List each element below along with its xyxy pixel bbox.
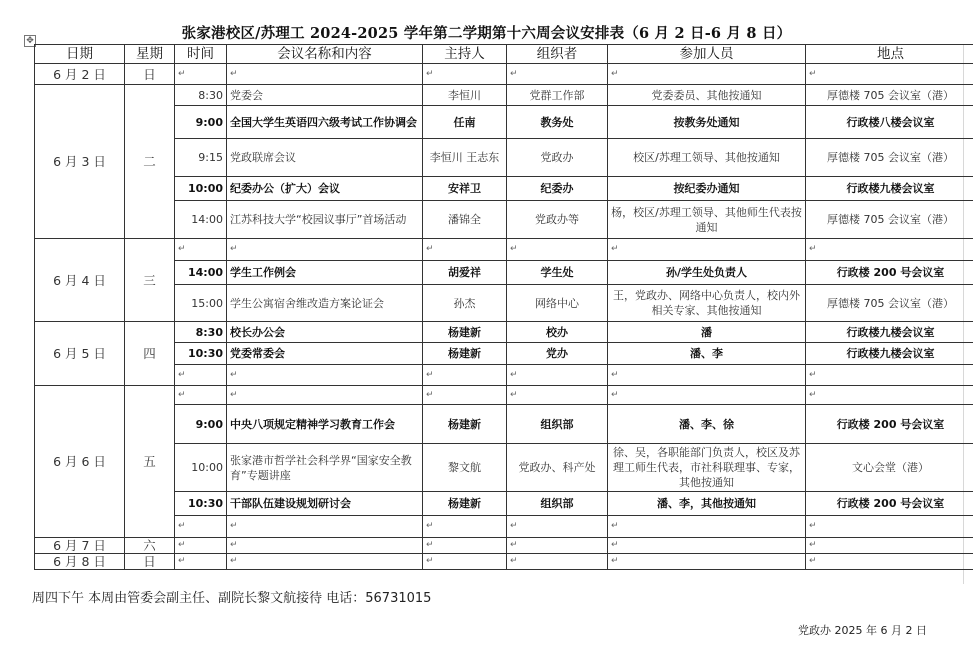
organizer-cell: 组织部 [507,405,608,444]
location-cell: ↵ [806,386,973,405]
host-cell: ↵ [423,554,507,570]
schedule-row [35,554,973,570]
time-cell: 8:30 [175,85,227,106]
attendees-cell: 孙/学生处负责人 [608,261,806,285]
attendees-cell: 党委委员、其他按通知 [608,85,806,106]
location-cell: ↵ [806,516,973,538]
host-cell: 孙杰 [423,285,507,322]
date-cell: 6 月 3 日 [35,85,125,239]
time-cell: ↵ [175,386,227,405]
schedule-row [35,492,973,516]
location-cell: 厚德楼 705 会议室（港） [806,85,973,106]
location-cell: 行政楼九楼会议室 [806,343,973,365]
attendees-cell: ↵ [608,538,806,554]
location-cell: ↵ [806,239,973,261]
time-cell: 9:00 [175,106,227,139]
signature-line: 党政办 2025 年 6 月 2 日 [798,624,927,637]
host-cell: 黎文航 [423,444,507,492]
time-cell: 10:00 [175,444,227,492]
schedule-row [35,139,973,177]
time-cell: ↵ [175,538,227,554]
organizer-cell: 党政办 [507,139,608,177]
host-cell: ↵ [423,538,507,554]
time-cell: 10:00 [175,177,227,201]
host-cell: 潘锦全 [423,201,507,239]
table-move-handle-icon[interactable]: ✥ [24,35,36,47]
document-title: 张家港校区/苏理工 2024-2025 学年第二学期第十六周会议安排表（6 月 2 日-6 月 8 日） [181,25,792,42]
time-cell: ↵ [175,516,227,538]
date-cell: 6 月 5 日 [35,322,125,386]
organizer-cell: ↵ [507,516,608,538]
host-cell: ↵ [423,365,507,386]
host-cell: ↵ [423,239,507,261]
meeting-name-cell: 党委会 [227,85,423,106]
header-meeting-name: 会议名称和内容 [227,45,423,64]
time-cell: 10:30 [175,343,227,365]
meeting-name-cell: 党委常委会 [227,343,423,365]
meeting-name-cell: ↵ [227,64,423,85]
schedule-row [35,106,973,139]
location-cell: ↵ [806,554,973,570]
attendees-cell: 王，党政办、网络中心负责人，校内外相关专家、其他按通知 [608,285,806,322]
header-attendees: 参加人员 [608,45,806,64]
organizer-cell: ↵ [507,365,608,386]
header-location: 地点 [806,45,973,64]
meeting-name-cell: 学生公寓宿舍维改造方案论证会 [227,285,423,322]
meeting-name-cell: ↵ [227,365,423,386]
attendees-cell: 杨，校区/苏理工领导、其他师生代表按通知 [608,201,806,239]
host-cell: 任南 [423,106,507,139]
meeting-name-cell: ↵ [227,386,423,405]
time-cell: 10:30 [175,492,227,516]
schedule-row [35,444,973,492]
attendees-cell: 徐、吴，各职能部门负责人，校区及苏理工师生代表，市社科联理事、专家，其他按通知 [608,444,806,492]
meeting-schedule-table [34,44,973,570]
organizer-cell: ↵ [507,386,608,405]
header-organizer: 组织者 [507,45,608,64]
host-cell: 胡爱祥 [423,261,507,285]
host-cell: ↵ [423,386,507,405]
attendees-cell: 潘 [608,322,806,343]
host-cell: 安祥卫 [423,177,507,201]
weekday-cell: 五 [125,386,175,538]
meeting-name-cell: ↵ [227,239,423,261]
organizer-cell: 组织部 [507,492,608,516]
organizer-cell: 校办 [507,322,608,343]
organizer-cell: 党群工作部 [507,85,608,106]
attendees-cell: 潘、李、徐 [608,405,806,444]
organizer-cell: 教务处 [507,106,608,139]
host-cell: ↵ [423,64,507,85]
meeting-name-cell: ↵ [227,554,423,570]
location-cell: 行政楼八楼会议室 [806,106,973,139]
attendees-cell: ↵ [608,554,806,570]
schedule-row [35,516,973,538]
attendees-cell: 校区/苏理工领导、其他按通知 [608,139,806,177]
footer-note: 周四下午 本周由管委会副主任、副院长黎文航接待 电话：56731015 [32,591,432,606]
schedule-row [35,201,973,239]
date-cell: 6 月 2 日 [35,64,125,85]
time-cell: ↵ [175,64,227,85]
meeting-name-cell: 江苏科技大学“校园议事厅”首场活动 [227,201,423,239]
time-cell: 14:00 [175,201,227,239]
time-cell: 14:00 [175,261,227,285]
header-time: 时间 [175,45,227,64]
location-cell: ↵ [806,538,973,554]
attendees-cell: 按教务处通知 [608,106,806,139]
schedule-row [35,405,973,444]
attendees-cell: 潘、李，其他按通知 [608,492,806,516]
location-cell: 行政楼 200 号会议室 [806,492,973,516]
time-cell: 9:15 [175,139,227,177]
meeting-name-cell: ↵ [227,516,423,538]
attendees-cell: ↵ [608,64,806,85]
meeting-name-cell: ↵ [227,538,423,554]
attendees-cell: ↵ [608,386,806,405]
host-cell: 杨建新 [423,492,507,516]
date-cell: 6 月 6 日 [35,386,125,538]
meeting-name-cell: 中央八项规定精神学习教育工作会 [227,405,423,444]
weekday-cell: 二 [125,85,175,239]
weekday-cell: 四 [125,322,175,386]
location-cell: ↵ [806,64,973,85]
host-cell: 李恒川 [423,85,507,106]
organizer-cell: ↵ [507,239,608,261]
weekday-cell: 三 [125,239,175,322]
host-cell: 杨建新 [423,322,507,343]
header-weekday: 星期 [125,45,175,64]
location-cell: 行政楼 200 号会议室 [806,405,973,444]
organizer-cell: 党政办、科产处 [507,444,608,492]
schedule-row [35,85,973,106]
date-cell: 6 月 8 日 [35,554,125,570]
meeting-name-cell: 干部队伍建设规划研讨会 [227,492,423,516]
host-cell: ↵ [423,516,507,538]
location-cell: 行政楼九楼会议室 [806,322,973,343]
time-cell: 8:30 [175,322,227,343]
schedule-row [35,386,973,405]
schedule-row [35,177,973,201]
location-cell: 厚德楼 705 会议室（港） [806,201,973,239]
organizer-cell: ↵ [507,538,608,554]
organizer-cell: 纪委办 [507,177,608,201]
host-cell: 杨建新 [423,343,507,365]
meeting-name-cell: 纪委办公（扩大）会议 [227,177,423,201]
attendees-cell: ↵ [608,239,806,261]
schedule-row [35,343,973,365]
location-cell: 厚德楼 705 会议室（港） [806,285,973,322]
location-cell: 行政楼 200 号会议室 [806,261,973,285]
weekday-cell: 六 [125,538,175,554]
meeting-name-cell: 校长办公会 [227,322,423,343]
time-cell: 9:00 [175,405,227,444]
attendees-cell: 潘、李 [608,343,806,365]
date-cell: 6 月 7 日 [35,538,125,554]
location-cell: ↵ [806,365,973,386]
header-date: 日期 [35,45,125,64]
schedule-row [35,538,973,554]
host-cell: 杨建新 [423,405,507,444]
organizer-cell: 党办 [507,343,608,365]
meeting-name-cell: 党政联席会议 [227,139,423,177]
schedule-row [35,64,973,85]
header-host: 主持人 [423,45,507,64]
weekday-cell: 日 [125,554,175,570]
time-cell: ↵ [175,239,227,261]
schedule-row [35,261,973,285]
schedule-row [35,239,973,261]
location-cell: 厚德楼 705 会议室（港） [806,139,973,177]
meeting-name-cell: 全国大学生英语四六级考试工作协调会 [227,106,423,139]
date-cell: 6 月 4 日 [35,239,125,322]
organizer-cell: ↵ [507,554,608,570]
location-cell: 行政楼九楼会议室 [806,177,973,201]
attendees-cell: 按纪委办通知 [608,177,806,201]
time-cell: ↵ [175,554,227,570]
time-cell: 15:00 [175,285,227,322]
organizer-cell: 学生处 [507,261,608,285]
schedule-row [35,365,973,386]
table-body [35,64,973,570]
meeting-name-cell: 张家港市哲学社会科学界“国家安全教育”专题讲座 [227,444,423,492]
schedule-row [35,285,973,322]
organizer-cell: ↵ [507,64,608,85]
schedule-row [35,322,973,343]
table-header-row [35,45,973,64]
meeting-name-cell: 学生工作例会 [227,261,423,285]
weekday-cell: 日 [125,64,175,85]
attendees-cell: ↵ [608,365,806,386]
organizer-cell: 网络中心 [507,285,608,322]
location-cell: 文心会堂（港） [806,444,973,492]
time-cell: ↵ [175,365,227,386]
organizer-cell: 党政办等 [507,201,608,239]
attendees-cell: ↵ [608,516,806,538]
host-cell: 李恒川 王志东 [423,139,507,177]
